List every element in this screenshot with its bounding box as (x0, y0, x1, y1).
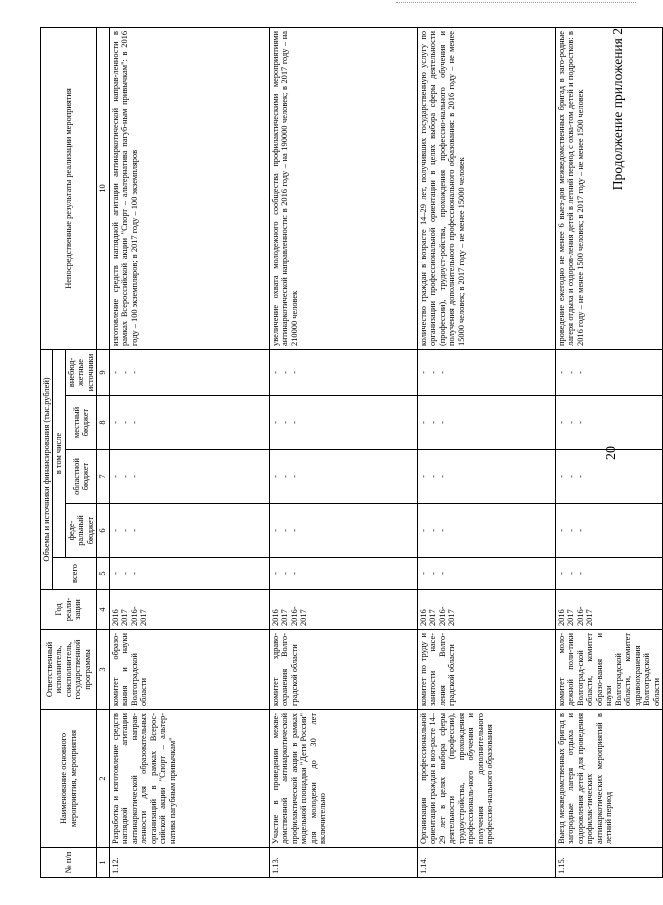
local-cell (417, 396, 555, 450)
column-number-row (97, 27, 109, 877)
regional-value: - (556, 475, 566, 478)
federal-value: - (130, 529, 140, 532)
regional-value: - (270, 475, 280, 478)
column-number: 3 (97, 630, 109, 710)
local-cell (269, 396, 417, 450)
total-value: - (566, 572, 576, 575)
extra-value: - (566, 371, 576, 374)
extra-value: - (556, 371, 566, 374)
local-value: - (120, 421, 130, 424)
table-row (269, 27, 417, 877)
extra-cell (417, 349, 555, 395)
column-number: 8 (97, 396, 109, 450)
table-row (555, 27, 662, 877)
extra-value: - (428, 371, 438, 374)
year-value: 2016-2017 (289, 606, 309, 626)
local-value: - (130, 421, 140, 424)
total-value: - (270, 572, 280, 575)
regional-value: - (290, 475, 300, 478)
column-number: 2 (97, 710, 109, 848)
responsible-executor: комитет здраво-охранения Волго-градской области (269, 630, 417, 710)
header-extra: внебюд-жетные источники (65, 349, 96, 395)
result-text: увеличение охвата молодежного сообщества профилактическими мероприятиями антинаркотической направленности: в 2016 году – на 190000 человек; в 2017 году – на 210000 человек (269, 27, 417, 349)
extra-value: - (270, 371, 280, 374)
year-value: 2017 (566, 609, 576, 626)
header-regional: областной бюджет (65, 450, 96, 504)
local-cell (555, 396, 662, 450)
column-number: 9 (97, 349, 109, 395)
header-year: Год реали-зации (41, 590, 97, 630)
year-value: 2016-2017 (575, 606, 595, 626)
local-value: - (576, 421, 586, 424)
result-text: количество граждан в возрасте 14–29 лет, получивших государственную услугу по организации профессиональной ориентации в целях выбора сферы деятельности (профессии), трудоуст-ройства, прохождения профессио-нального обучения и получения дополнительного профессионального образования: в 2016 году – не менее 15000 человек; в 2017 году – не менее 15000 человек (417, 27, 555, 349)
federal-cell (555, 504, 662, 558)
rotated-landscape-content (38, 28, 661, 878)
total-value: - (120, 572, 130, 575)
header-name: Наименование основного мероприятия, мероприятия (41, 710, 97, 848)
activity-name: Организация профессиональной ориентации граждан в воз-расте 14–29 лет в целях выбора сферы деятельности (профессии), трудоустройства, прохождения профессиональ-ного обучения и получения дополнительного профессио-нального образования (417, 710, 555, 848)
extra-value: - (576, 371, 586, 374)
federal-value: - (110, 529, 120, 532)
header-responsible: Ответственный исполнитель, соисполнитель, государственной программы (41, 630, 97, 710)
local-value: - (290, 421, 300, 424)
table-row (109, 27, 269, 877)
total-cell (417, 558, 555, 590)
column-number: 6 (97, 504, 109, 558)
year-value: 2017 (428, 609, 438, 626)
page-number: 20 (604, 446, 619, 460)
total-value: - (438, 572, 448, 575)
years-cell (269, 590, 417, 630)
year-value: 2017 (120, 609, 130, 626)
regional-cell (269, 450, 417, 504)
regional-value: - (438, 475, 448, 478)
federal-value: - (566, 529, 576, 532)
years-cell (555, 590, 662, 630)
total-value: - (290, 572, 300, 575)
responsible-executor: комитет моло-дежной поли-тики Волгоград-ской области, комитет образо-вания и науки Волгоградской области, комитет здравоохранения Волгоградской области (555, 630, 662, 710)
local-value: - (418, 421, 428, 424)
extra-value: - (280, 371, 290, 374)
column-number: 7 (97, 450, 109, 504)
federal-cell (269, 504, 417, 558)
header-local: местный бюджет (65, 396, 96, 450)
continuation-title: Продолжение приложения 2 (610, 28, 625, 191)
header-financing: Объемы и источники финансирования (тыс.рублей) (41, 349, 53, 589)
local-value: - (270, 421, 280, 424)
federal-value: - (556, 529, 566, 532)
regional-cell (417, 450, 555, 504)
local-value: - (110, 421, 120, 424)
federal-value: - (280, 529, 290, 532)
regional-value: - (130, 475, 140, 478)
local-value: - (428, 421, 438, 424)
extra-value: - (130, 371, 140, 374)
total-cell (555, 558, 662, 590)
header-in-that: в том числе (53, 349, 65, 557)
column-number: 10 (97, 27, 109, 349)
column-number: 1 (97, 848, 109, 878)
local-cell (109, 396, 269, 450)
column-number: 5 (97, 558, 109, 590)
regional-cell (555, 450, 662, 504)
result-text: изготовление средств наглядной агитации антинаркотической направ-ленности в рамках Всероссийской акции "Спорт – альтернатива пагуб-ным привычкам": в 2016 году – 100 экземпляров; в 2017 году – 100 экземпляров (109, 27, 269, 349)
local-value: - (566, 421, 576, 424)
column-number: 4 (97, 590, 109, 630)
total-value: - (130, 572, 140, 575)
total-value: - (110, 572, 120, 575)
header-row-1 (41, 27, 53, 877)
row-number: 1.15. (555, 848, 662, 878)
year-value: 2016 (556, 609, 566, 626)
regional-value: - (280, 475, 290, 478)
header-total: всего (53, 558, 97, 590)
regional-cell (109, 450, 269, 504)
federal-value: - (270, 529, 280, 532)
total-cell (109, 558, 269, 590)
top-dotted-rule (396, 2, 636, 3)
regional-value: - (566, 475, 576, 478)
total-cell (269, 558, 417, 590)
regional-value: - (576, 475, 586, 478)
activity-name: Разработка и изготовление средств наглядной агитации антинаркотической направ-ленности для образовательных организаций в рамках Всерос-сийской акции "Спорт – альтер-натива пагубным привычкам" (109, 710, 269, 848)
extra-value: - (120, 371, 130, 374)
total-value: - (556, 572, 566, 575)
federal-cell (109, 504, 269, 558)
extra-cell (109, 349, 269, 395)
local-value: - (438, 421, 448, 424)
extra-value: - (418, 371, 428, 374)
year-value: 2016-2017 (437, 606, 457, 626)
year-value: 2016-2017 (129, 606, 149, 626)
local-value: - (280, 421, 290, 424)
federal-value: - (576, 529, 586, 532)
total-value: - (418, 572, 428, 575)
header-federal: феде-ральный бюджет (65, 504, 96, 558)
header-num: № п/п (41, 848, 97, 878)
federal-value: - (418, 529, 428, 532)
header-results: Непосредственные результаты реализации мероприятия (41, 27, 97, 349)
federal-value: - (290, 529, 300, 532)
federal-cell (417, 504, 555, 558)
regional-value: - (120, 475, 130, 478)
extra-value: - (290, 371, 300, 374)
years-cell (417, 590, 555, 630)
responsible-executor: комитет образо-вания и науки Волгоградской области (109, 630, 269, 710)
local-value: - (556, 421, 566, 424)
extra-value: - (438, 371, 448, 374)
federal-value: - (120, 529, 130, 532)
federal-value: - (428, 529, 438, 532)
extra-cell (555, 349, 662, 395)
year-value: 2016 (270, 609, 280, 626)
extra-value: - (110, 371, 120, 374)
extra-cell (269, 349, 417, 395)
year-value: 2016 (110, 609, 120, 626)
responsible-executor: комитет по труду и занятости насе-ления Волго-градской области (417, 630, 555, 710)
total-value: - (428, 572, 438, 575)
table-row (417, 27, 555, 877)
years-cell (109, 590, 269, 630)
result-text: проведение ежегодно не менее 6 выез-дов межведомственных бригад в заго-родные лагеря отдыха и оздоров-ления детей в летний период с охва-том детей и подростков: в 2016 году – не менее 1500 человек; в 2017 году – не менее 1500 человек (555, 27, 662, 349)
regional-value: - (418, 475, 428, 478)
total-value: - (280, 572, 290, 575)
row-number: 1.14. (417, 848, 555, 878)
year-value: 2016 (418, 609, 428, 626)
activity-name: Участие в проведении межве-домственной антинаркотической профилактической акции в рамках модельной площадки "Дети России" для молодежи до 30 лет включительно (269, 710, 417, 848)
year-value: 2017 (280, 609, 290, 626)
total-value: - (576, 572, 586, 575)
financing-table (40, 27, 663, 878)
row-number: 1.12. (109, 848, 269, 878)
regional-value: - (110, 475, 120, 478)
regional-value: - (428, 475, 438, 478)
row-number: 1.13. (269, 848, 417, 878)
federal-value: - (438, 529, 448, 532)
activity-name: Выезд межведомственных бригад в загородные лагеря отдыха и оздоровления детей для проведения профилак-тических антинаркотических мероприятий в летний период (555, 710, 662, 848)
